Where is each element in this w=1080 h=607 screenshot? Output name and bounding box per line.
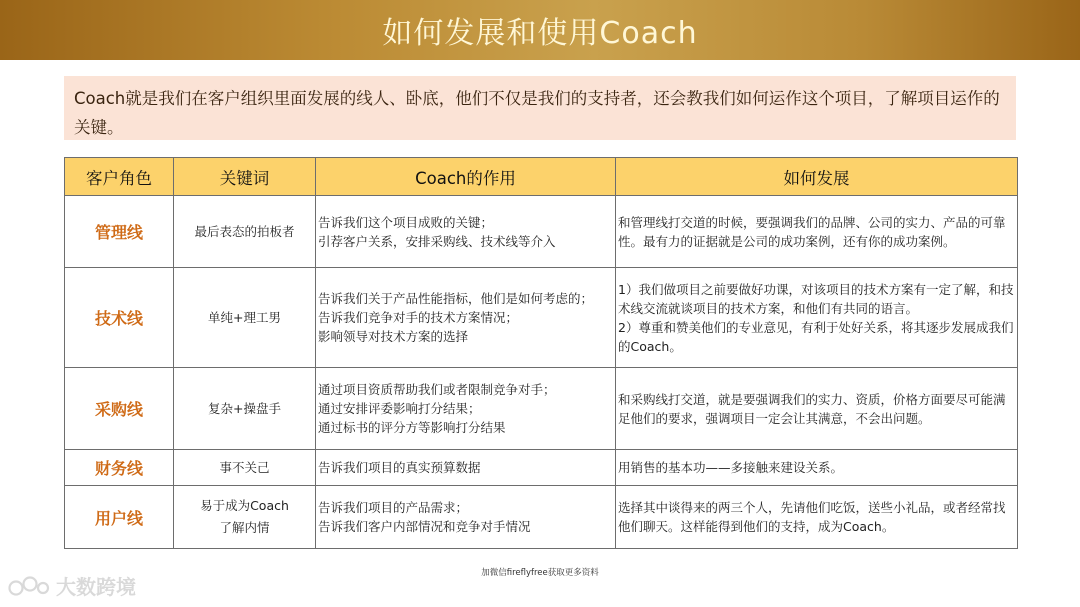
- keyword-text: 了解内情: [219, 520, 270, 535]
- keyword-cell: [174, 268, 316, 368]
- develop-cell: [616, 268, 1018, 368]
- brand-logo-icon: [8, 573, 50, 599]
- effect-line: 通过项目资质帮助我们或者限制竞争对手；: [318, 382, 556, 397]
- effect-line: 告诉我们竞争对手的技术方案情况；: [318, 310, 519, 325]
- effect-line: 引荐客户关系，安排采购线、技术线等介入: [318, 233, 556, 249]
- effect-line: 通过安排评委影响打分结果；: [318, 401, 481, 416]
- effect-line: 告诉我们客户内部情况和竞争对手情况: [318, 519, 531, 534]
- develop-text: 1）我们做项目之前要做好功课，对该项目的技术方案有一定了解，和技术线交流就谈项目的技术方案，和他们有共同的语言。: [618, 281, 1014, 316]
- effect-line: 告诉我们项目的产品需求；: [318, 500, 469, 515]
- develop-text: 选择其中谈得来的两三个人，先请他们吃饭，送些小礼品，或者经常找他们聊天。这样能得到他们的支持，成为Coach。: [618, 500, 1006, 534]
- effect-line: 通过标书的评分方等影响打分结果: [318, 420, 506, 435]
- role-cell: 技术线: [65, 268, 174, 368]
- table-row: [65, 368, 1018, 450]
- effect-cell: [316, 196, 616, 268]
- table-header-row: [65, 158, 1018, 196]
- header-role: 客户角色: [65, 158, 174, 196]
- role-cell: 用户线: [65, 486, 174, 549]
- table-row: [65, 196, 1018, 268]
- effect-cell: [316, 268, 616, 368]
- develop-cell: [616, 450, 1018, 486]
- keyword-cell: [174, 450, 316, 486]
- header-effect: Coach的作用: [316, 158, 616, 196]
- develop-text: 2）尊重和赞美他们的专业意见，有利于处好关系，将其逐步发展成我们的Coach。: [618, 319, 1014, 354]
- develop-cell: [616, 196, 1018, 268]
- role-cell: 采购线: [65, 368, 174, 450]
- develop-cell: [616, 486, 1018, 549]
- keyword-text: 最后表态的拍板者: [194, 223, 295, 239]
- keyword-cell: [174, 196, 316, 268]
- develop-text: 用销售的基本功——多接触来建设关系。: [618, 460, 844, 475]
- effect-cell: [316, 368, 616, 450]
- effect-line: 告诉我们项目的真实预算数据: [318, 460, 481, 475]
- keyword-text: 复杂+操盘手: [208, 400, 281, 416]
- table-row: [65, 486, 1018, 549]
- role-cell: 管理线: [65, 196, 174, 268]
- keyword-cell: [174, 368, 316, 450]
- header-develop: 如何发展: [616, 158, 1018, 196]
- table-row: [65, 268, 1018, 368]
- watermark-text: 大数跨境: [56, 575, 136, 599]
- table-row: [65, 450, 1018, 486]
- develop-text: 和管理线打交道的时候，要强调我们的品牌、公司的实力、产品的可靠性。最有力的证据就是公司的成功案例，还有你的成功案例。: [618, 214, 1006, 249]
- keyword-text: 易于成为Coach: [200, 498, 289, 513]
- footer-note: 加微信fireflyfree获取更多资料: [481, 568, 599, 578]
- effect-line: 影响领导对技术方案的选择: [318, 329, 469, 344]
- intro-box: Coach就是我们在客户组织里面发展的线人、卧底，他们不仅是我们的支持者，还会教我们如何运作这个项目，了解项目运作的关键。: [64, 76, 1016, 140]
- develop-text: 和采购线打交道，就是要强调我们的实力、资质，价格方面要尽可能满足他们的要求，强调项目一定会让其满意，不会出问题。: [618, 391, 1006, 426]
- effect-cell: [316, 450, 616, 486]
- effect-line: 告诉我们这个项目成败的关键；: [318, 214, 494, 230]
- effect-line: 告诉我们关于产品性能指标，他们是如何考虑的；: [318, 291, 594, 306]
- effect-cell: [316, 486, 616, 549]
- keyword-text: 单纯+理工男: [208, 309, 281, 325]
- coach-table: [64, 157, 1018, 549]
- page-title: 如何发展和使用Coach: [382, 16, 698, 51]
- title-bar: [0, 0, 1080, 60]
- keyword-text: 事不关己: [219, 459, 270, 475]
- develop-cell: [616, 368, 1018, 450]
- keyword-cell: [174, 486, 316, 549]
- header-keywords: 关键词: [174, 158, 316, 196]
- role-cell: 财务线: [65, 450, 174, 486]
- watermark: [8, 571, 136, 600]
